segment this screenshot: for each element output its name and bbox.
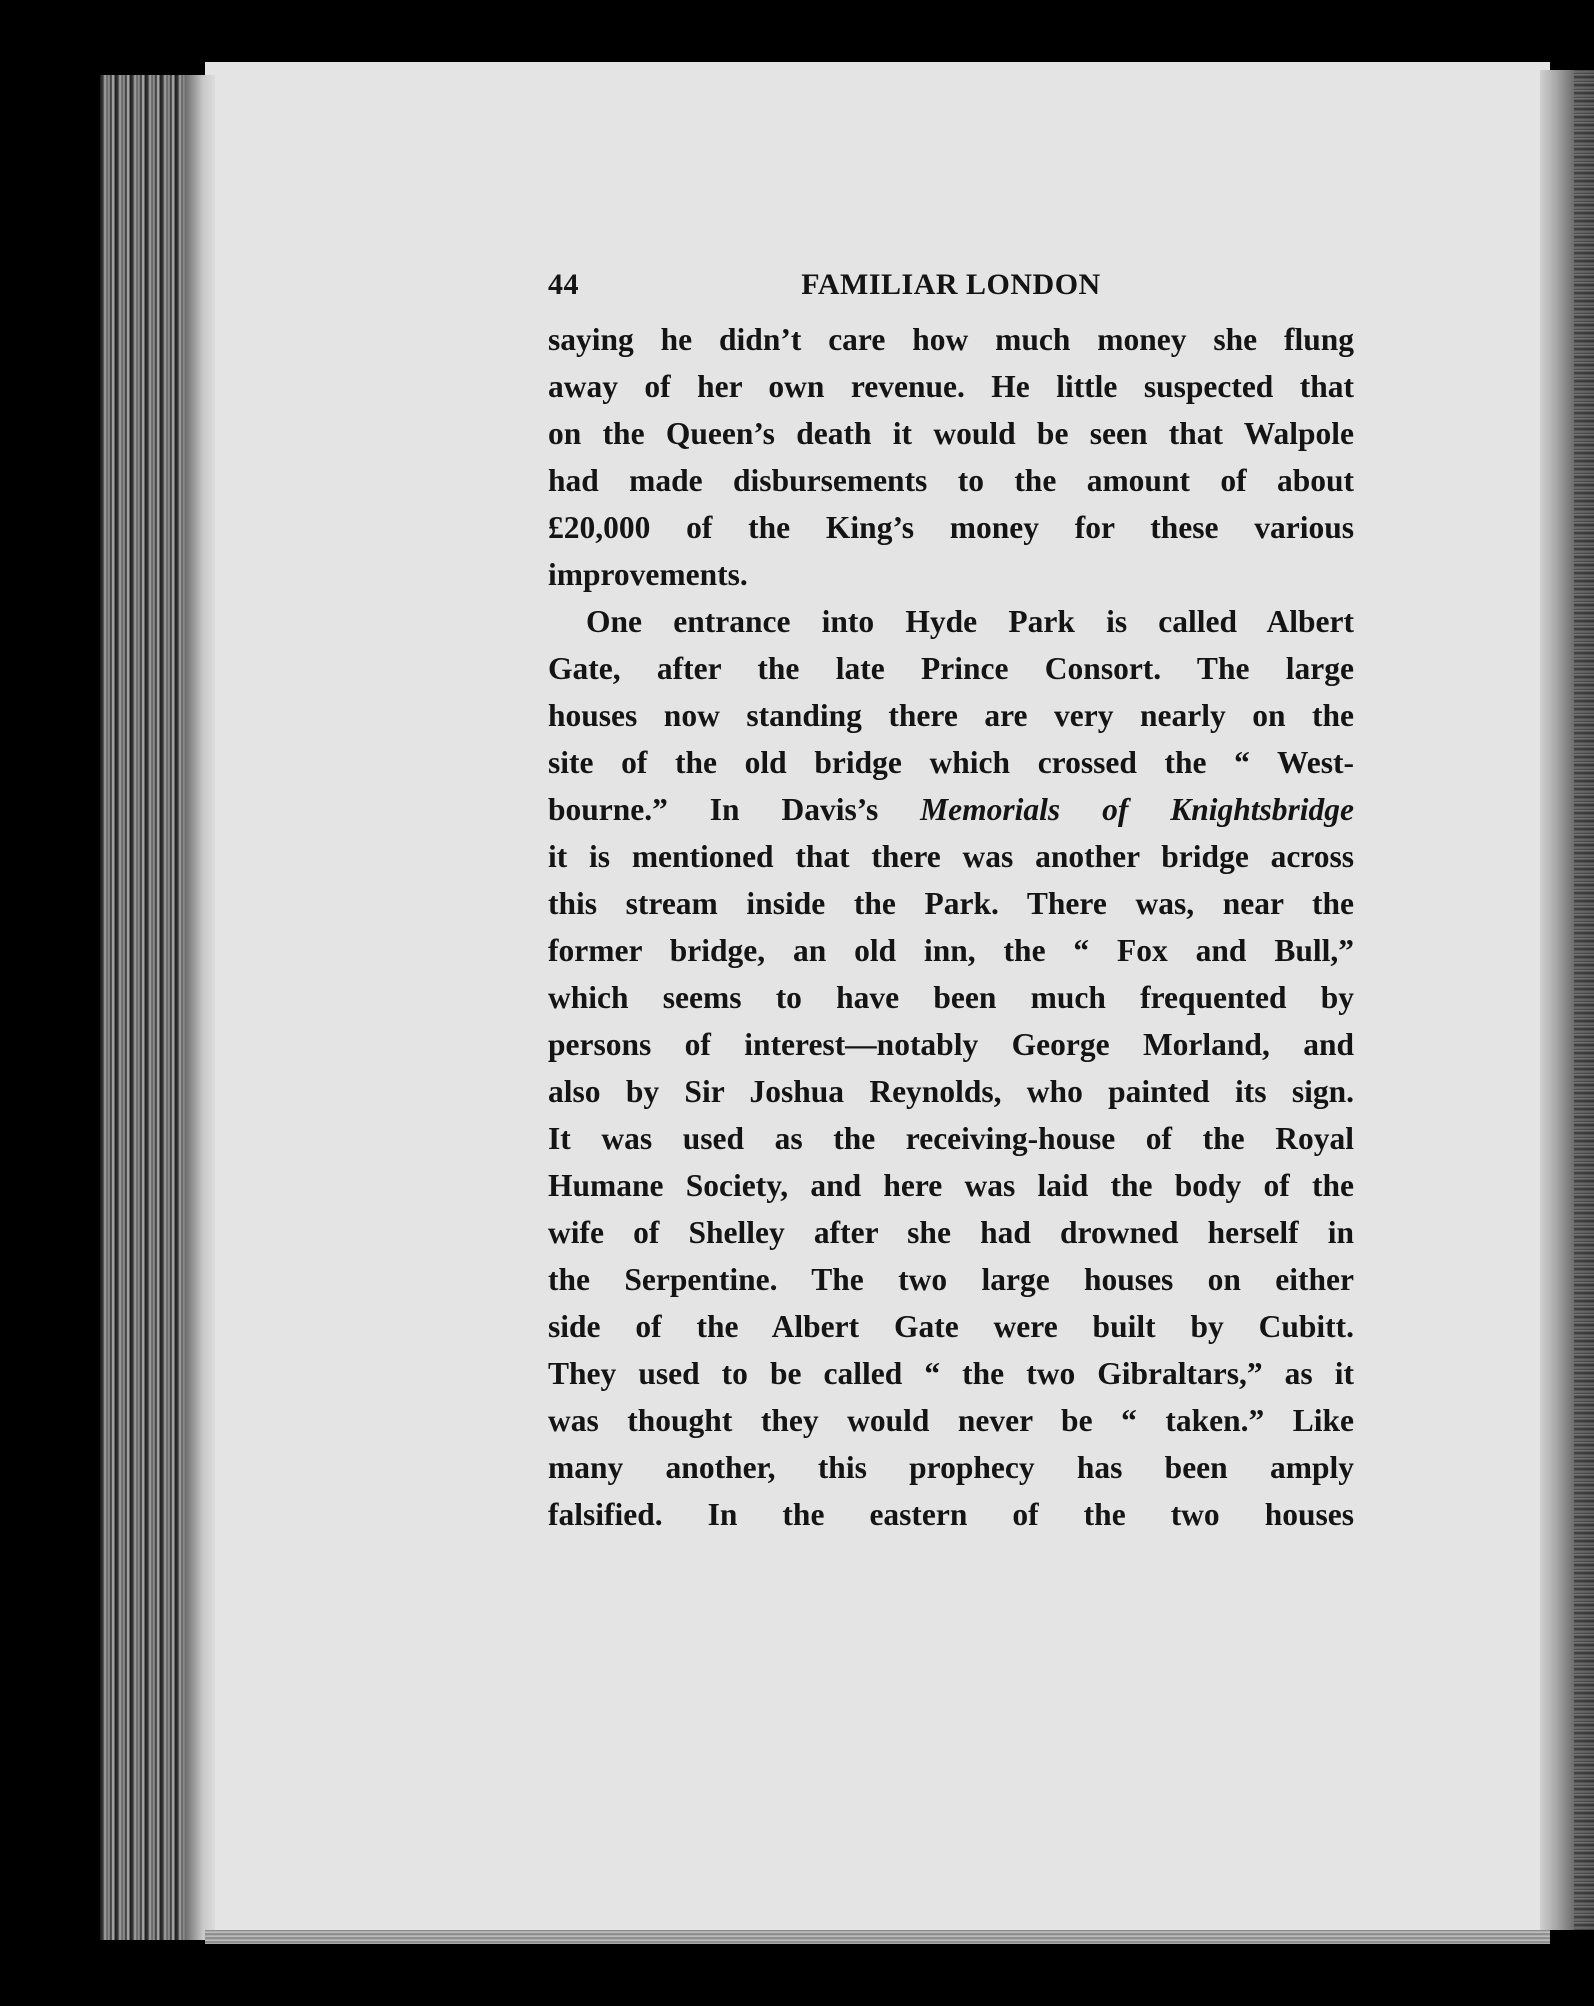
text-line: which seems to have been much frequented by — [548, 980, 1354, 1015]
page-number: 44 — [548, 268, 579, 301]
text-line: side of the Albert Gate were built by Cubitt. — [548, 1309, 1354, 1344]
text-line: Humane Society, and here was laid the body of the — [548, 1168, 1354, 1203]
text-line: the Serpentine. The two large houses on either — [548, 1262, 1354, 1297]
text-line: persons of interest—notably George Morland, and — [548, 1027, 1354, 1062]
gutter-shadow — [185, 75, 215, 1940]
text-line-with-title — [548, 786, 1354, 833]
running-title: FAMILIAR LONDON — [801, 268, 1101, 301]
book-title: Memorials of Knightsbridge — [920, 792, 1354, 827]
text-line: Gate, after the late Prince Consort. The large — [548, 651, 1354, 686]
text-line: £20,000 of the King’s money for these various — [548, 510, 1354, 545]
text-line: wife of Shelley after she had drowned herself in — [548, 1215, 1354, 1250]
text-line: houses now standing there are very nearly on the — [548, 698, 1354, 733]
text-line: falsified. In the eastern of the two houses — [548, 1497, 1354, 1532]
running-head — [548, 262, 1354, 308]
text-line: away of her own revenue. He little suspected that — [548, 369, 1354, 404]
text-line: it is mentioned that there was another bridge across — [548, 839, 1354, 874]
text-line: many another, this prophecy has been amply — [548, 1450, 1354, 1485]
text-line: former bridge, an old inn, the “ Fox and Bull,” — [548, 933, 1354, 968]
text-line: saying he didn’t care how much money she flung — [548, 322, 1354, 357]
right-page-curl — [1540, 70, 1594, 1930]
text-line: They used to be called “ the two Gibraltars,” as it — [548, 1356, 1354, 1391]
text-line: improvements. — [548, 557, 748, 592]
text-line: had made disbursements to the amount of about — [548, 463, 1354, 498]
text-line: on the Queen’s death it would be seen that Walpole — [548, 416, 1354, 451]
bottom-page-edges — [205, 1930, 1550, 1944]
text-line: this stream inside the Park. There was, near the — [548, 886, 1354, 921]
body-text — [548, 316, 1354, 1538]
text-line: It was used as the receiving-house of the Royal — [548, 1121, 1354, 1156]
text-block — [548, 262, 1354, 1538]
text-line: was thought they would never be “ taken.” Like — [548, 1403, 1354, 1438]
text-line: One entrance into Hyde Park is called Albert — [586, 604, 1354, 639]
text-fragment: bourne.” In Davis’s — [548, 792, 879, 827]
text-line: site of the old bridge which crossed the “ West- — [548, 745, 1354, 780]
text-line: also by Sir Joshua Reynolds, who painted its sign. — [548, 1074, 1354, 1109]
